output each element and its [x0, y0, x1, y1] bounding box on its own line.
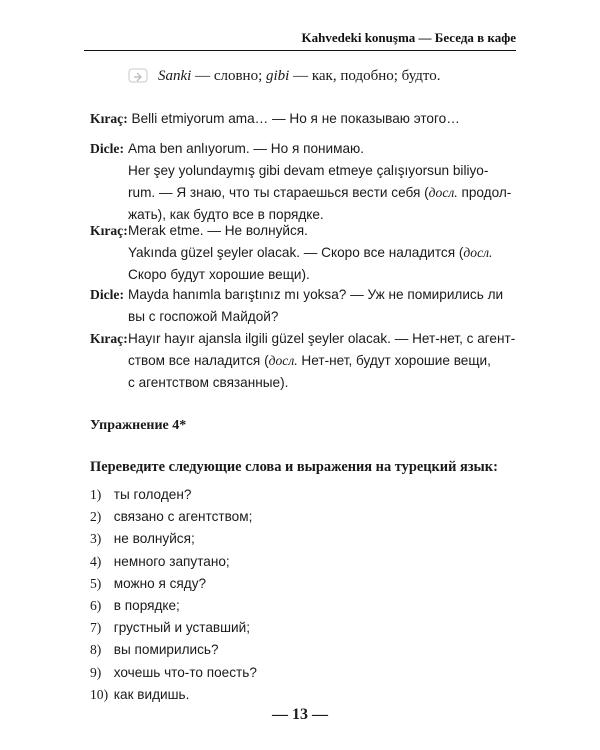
item-number: 3): [90, 531, 102, 547]
item-number: 2): [90, 509, 102, 525]
item-text: ты голоден?: [113, 487, 192, 502]
speaker-label: Kıraç:: [90, 111, 128, 126]
dialogue-text: вы с госпожой Майдой?: [128, 309, 279, 324]
item-text: можно я сяду?: [113, 575, 207, 591]
speaker-label: Kıraç:: [90, 331, 128, 346]
item-text: связано с агентством;: [113, 509, 253, 525]
item-text: хочешь что-то поесть?: [113, 664, 257, 680]
list-item: [90, 551, 257, 573]
speaker-label: Dicle:: [90, 141, 124, 156]
item-text: немного запутано;: [113, 553, 230, 569]
list-item: [90, 573, 257, 595]
dialogue-text: Mayda hanımla barıştınız mı yoksa? — Уж не помирились ли: [128, 287, 504, 302]
item-number: 7): [90, 620, 102, 636]
pointing-hand-icon: [128, 66, 152, 86]
exercise-instruction: Переведите следующие слова и выражения на турецкий язык:: [90, 459, 498, 475]
dialogue-text: Нет-нет, будут хорошие вещи,: [297, 353, 491, 368]
dialogue-line: [90, 328, 516, 394]
dialogue-line: [90, 220, 510, 286]
item-number: 8): [90, 642, 102, 658]
item-number: 6): [90, 597, 102, 613]
note-term-sanki: Sanki: [158, 67, 192, 84]
header-rule: [84, 50, 516, 51]
note-term-gibi: gibi: [266, 67, 290, 84]
item-number: 10): [90, 686, 109, 702]
list-item: [90, 617, 257, 639]
list-item: [90, 528, 257, 550]
dialogue-text: ством все наладится (: [128, 353, 269, 368]
item-text: грустный и уставший;: [113, 620, 250, 636]
dialogue-text: продол-: [457, 185, 512, 200]
list-item: [90, 639, 257, 661]
note-gloss-sanki: — словно;: [191, 67, 266, 84]
note-gloss-gibi: — как, подобно; будто.: [289, 67, 441, 84]
abbreviation: досл.: [268, 353, 298, 368]
list-item: [90, 684, 257, 706]
running-header: Kahvedeki konuşma — Беседа в кафе: [301, 30, 516, 45]
abbreviation: досл.: [428, 185, 458, 200]
item-text: вы помирились?: [113, 642, 219, 658]
dialogue-line: [90, 284, 510, 328]
dialogue-text: Hayır hayır ajansla ilgili güzel şeyler olacak. — Нет-нет, с агент-: [128, 331, 516, 346]
dialogue-text: rum. — Я знаю, что ты стараешься вести себя (: [128, 185, 429, 200]
item-number: 9): [90, 664, 102, 680]
speaker-label: Dicle:: [90, 287, 124, 302]
dialogue-line: [90, 108, 510, 130]
list-item: [90, 662, 257, 684]
list-item: [90, 484, 257, 506]
page-number: — 13 —: [272, 706, 328, 723]
item-number: 4): [90, 553, 102, 569]
list-item: [90, 595, 257, 617]
dialogue-text: с агентством связанные).: [128, 375, 289, 390]
dialogue-text: жать), как будто все в порядке.: [128, 207, 324, 222]
vocabulary-note: [128, 66, 441, 86]
list-item: [90, 506, 257, 528]
item-text: как видишь.: [113, 686, 190, 702]
dialogue-text: Скоро будут хорошие вещи).: [128, 267, 310, 282]
dialogue-text: Merak etme. — Не волнуйся.: [128, 223, 308, 238]
dialogue-line: [90, 138, 510, 226]
dialogue-text: Yakında güzel şeyler olacak. — Скоро все наладится (: [128, 245, 464, 260]
dialogue-text: Belli etmiyorum ama… — Но я не показываю этого…: [131, 111, 460, 126]
item-number: 1): [90, 487, 102, 502]
item-text: в порядке;: [113, 597, 180, 613]
exercise-list: [90, 484, 257, 706]
dialogue-text: Ama ben anlıyorum. — Но я понимаю.: [128, 141, 364, 156]
item-text: не волнуйся;: [113, 531, 195, 547]
exercise-title: Упражнение 4*: [90, 418, 187, 433]
dialogue-text: Her şey yolundaymış gibi devam etmeye çalışıyorsun biliyo-: [128, 163, 489, 178]
item-number: 5): [90, 575, 102, 591]
abbreviation: досл.: [463, 245, 493, 260]
speaker-label: Kıraç:: [90, 223, 128, 238]
